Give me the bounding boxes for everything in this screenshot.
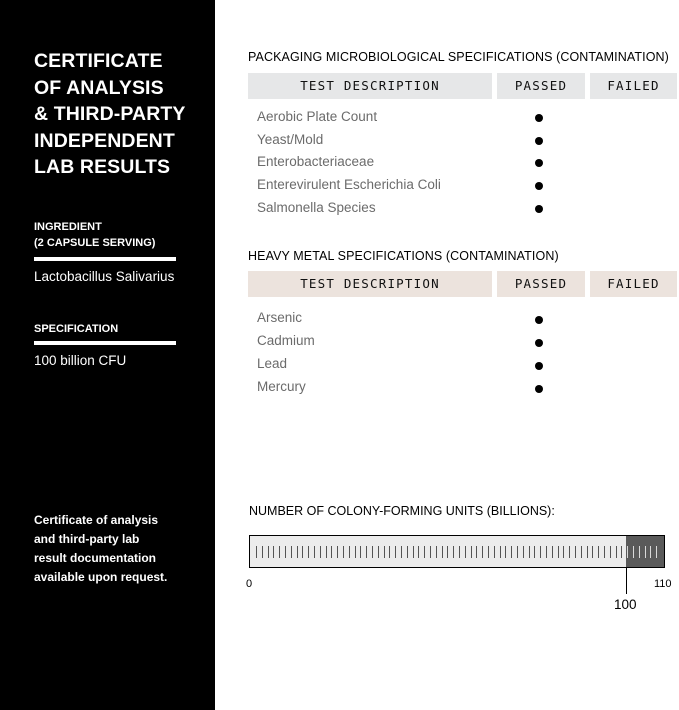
cfu-bar-tick xyxy=(581,546,582,558)
cfu-bar-tick xyxy=(389,546,390,558)
cfu-bar-tick xyxy=(360,546,361,558)
cfu-bar-tick xyxy=(627,546,628,558)
cfu-bar-tick xyxy=(575,546,576,558)
cfu-bar-tick xyxy=(413,546,414,558)
cfu-bar-tick xyxy=(465,546,466,558)
cfu-bar-tick xyxy=(558,546,559,558)
cfu-bar-tick xyxy=(384,546,385,558)
certificate-title xyxy=(34,48,204,181)
passed-dot xyxy=(535,316,543,324)
title-line: CERTIFICATE xyxy=(34,50,163,72)
passed-dot xyxy=(535,339,543,347)
metals-header-passed: PASSED xyxy=(497,271,585,297)
cfu-bar-tick xyxy=(494,546,495,558)
cfu-value-label: 100 xyxy=(614,597,637,612)
cfu-bar-tick xyxy=(598,546,599,558)
cfu-bar-tick xyxy=(407,546,408,558)
passed-dot xyxy=(535,182,543,190)
cfu-bar-tick xyxy=(273,546,274,558)
cfu-bar-tick xyxy=(540,546,541,558)
ingredient-label-line: (2 CAPSULE SERVING) xyxy=(34,237,156,249)
note-line: result documentation xyxy=(34,551,157,565)
metal-row-label: Arsenic xyxy=(257,310,303,325)
cfu-bar-tick xyxy=(349,546,350,558)
sidebar xyxy=(0,0,215,710)
metals-section-title: HEAVY METAL SPECIFICATIONS (CONTAMINATION) xyxy=(248,249,559,263)
cfu-bar-tick xyxy=(523,546,524,558)
cfu-bar-tick xyxy=(604,546,605,558)
ingredient-label xyxy=(34,219,155,251)
specification-divider xyxy=(34,341,176,345)
ingredient-divider xyxy=(34,257,176,261)
cfu-bar-tick xyxy=(302,546,303,558)
cfu-bar-tick xyxy=(592,546,593,558)
cfu-bar-tick xyxy=(552,546,553,558)
title-line: INDEPENDENT xyxy=(34,129,175,152)
cfu-bar-tick xyxy=(645,546,646,558)
cfu-bar-tick xyxy=(500,546,501,558)
cfu-bar-tick xyxy=(337,546,338,558)
passed-dot xyxy=(535,114,543,122)
cfu-bar-tick xyxy=(262,546,263,558)
cfu-bar-tick xyxy=(534,546,535,558)
micro-section-title: PACKAGING MICROBIOLOGICAL SPECIFICATIONS (CONTAMINATION) xyxy=(248,50,669,64)
cfu-axis-max: 110 xyxy=(654,578,672,590)
cfu-bar-tick xyxy=(505,546,506,558)
specification-value: 100 billion CFU xyxy=(34,353,127,368)
title-line: LAB RESULTS xyxy=(34,156,171,178)
cfu-bar-tick xyxy=(650,546,651,558)
cfu-value-marker xyxy=(626,568,627,594)
cfu-bar-tick xyxy=(326,546,327,558)
cfu-bar-tick xyxy=(343,546,344,558)
cfu-bar-tick xyxy=(569,546,570,558)
cfu-bar-tick xyxy=(331,546,332,558)
cfu-bar-tick xyxy=(436,546,437,558)
cfu-bar-tick xyxy=(355,546,356,558)
cfu-bar-tick xyxy=(314,546,315,558)
cfu-title: NUMBER OF COLONY-FORMING UNITS (BILLIONS): xyxy=(249,504,555,518)
cfu-bar-tick xyxy=(633,546,634,558)
note-line: Certificate of analysis xyxy=(34,513,159,527)
micro-row-label: Enterobacteriaceae xyxy=(257,154,375,169)
cfu-bar-tick xyxy=(471,546,472,558)
cfu-bar-tick xyxy=(378,546,379,558)
note-line: available upon request. xyxy=(34,570,168,584)
cfu-bar-tick xyxy=(488,546,489,558)
cfu-bar-tick xyxy=(320,546,321,558)
cfu-bar xyxy=(249,535,665,568)
passed-dot xyxy=(535,159,543,167)
cfu-bar-tick xyxy=(639,546,640,558)
cfu-bar-tick xyxy=(366,546,367,558)
cfu-bar-tick xyxy=(308,546,309,558)
ingredient-value: Lactobacillus Salivarius xyxy=(34,269,175,284)
cfu-axis-min: 0 xyxy=(246,578,253,590)
cfu-bar-tick xyxy=(459,546,460,558)
note-line: and third-party lab xyxy=(34,532,140,546)
cfu-bar-tick xyxy=(529,546,530,558)
cfu-bar-tick xyxy=(430,546,431,558)
micro-row-label: Enterevirulent Escherichia Coli xyxy=(257,177,441,192)
cfu-bar-tick xyxy=(256,546,257,558)
cfu-bar-tick xyxy=(447,546,448,558)
micro-header-test: TEST DESCRIPTION xyxy=(248,73,492,99)
micro-header-failed: FAILED xyxy=(590,73,677,99)
cfu-bar-tick xyxy=(401,546,402,558)
cfu-bar-tick xyxy=(621,546,622,558)
cfu-bar-tick xyxy=(297,546,298,558)
title-line: OF ANALYSIS xyxy=(34,76,164,99)
cfu-bar-tick xyxy=(291,546,292,558)
title-line: & THIRD-PARTY xyxy=(34,103,186,125)
metals-header-test: TEST DESCRIPTION xyxy=(248,271,492,297)
metal-row-label: Cadmium xyxy=(257,333,315,348)
cfu-bar-tick xyxy=(610,546,611,558)
cfu-bar-tick xyxy=(517,546,518,558)
cfu-bar-tick xyxy=(285,546,286,558)
passed-dot xyxy=(535,362,543,370)
ingredient-label-line: INGREDIENT xyxy=(34,221,102,233)
cfu-bar-tick xyxy=(546,546,547,558)
cfu-bar-tick xyxy=(563,546,564,558)
passed-dot xyxy=(535,205,543,213)
metals-header-failed: FAILED xyxy=(590,271,677,297)
cfu-bar-tick xyxy=(587,546,588,558)
cfu-bar-tick xyxy=(476,546,477,558)
cfu-bar-tick xyxy=(372,546,373,558)
cfu-bar-tick xyxy=(482,546,483,558)
cfu-bar-tick xyxy=(453,546,454,558)
cfu-bar-tick xyxy=(442,546,443,558)
cfu-bar-tick xyxy=(268,546,269,558)
specification-label: SPECIFICATION xyxy=(34,323,119,335)
micro-header-passed: PASSED xyxy=(497,73,585,99)
documentation-note xyxy=(34,511,194,587)
micro-row-label: Aerobic Plate Count xyxy=(257,109,378,124)
cfu-bar-tick xyxy=(511,546,512,558)
metal-row-label: Lead xyxy=(257,356,288,371)
cfu-bar-tick xyxy=(395,546,396,558)
cfu-bar-tick xyxy=(424,546,425,558)
cfu-bar-tick xyxy=(656,546,657,558)
passed-dot xyxy=(535,137,543,145)
cfu-bar-tick xyxy=(616,546,617,558)
micro-row-label: Salmonella Species xyxy=(257,200,376,215)
passed-dot xyxy=(535,385,543,393)
metal-row-label: Mercury xyxy=(257,379,306,394)
cfu-bar-tick xyxy=(418,546,419,558)
micro-row-label: Yeast/Mold xyxy=(257,132,324,147)
cfu-bar-tick xyxy=(279,546,280,558)
